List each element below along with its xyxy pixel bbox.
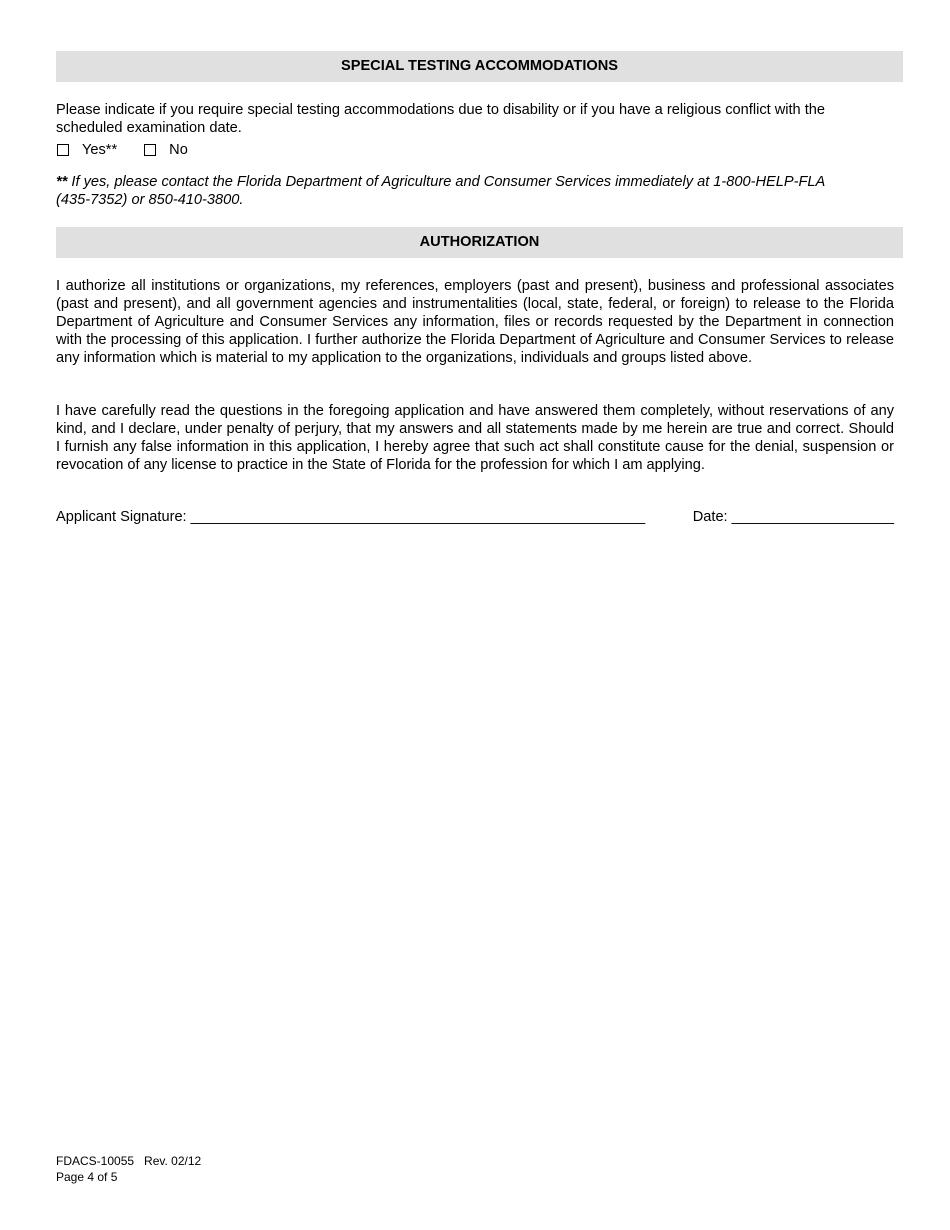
no-checkbox[interactable] [144,144,156,156]
no-label: No [169,142,188,158]
authorization-header: AUTHORIZATION [56,227,903,258]
authorization-paragraph-1: I authorize all institutions or organizations, my references, employers (past and present), business and professional associates (past and present), and all government agencies and instrumentalities (local, state, federal, or foreign) to release to the Florida Department of Agriculture and Consumer Services any information, files or records requested by the Department in connection with the processing of this application. I further authorize the Florida Department of Agriculture and Consumer Services to release any information which is material to my application to the organizations, individuals and groups listed above. [56,278,894,366]
note-stars: ** [56,174,68,190]
special-testing-header: SPECIAL TESTING ACCOMMODATIONS [56,51,903,82]
yes-label: Yes** [82,142,118,158]
yes-option[interactable] [57,142,117,158]
yes-checkbox[interactable] [57,144,69,156]
special-testing-prompt: Please indicate if you require special testing accommodations due to disability or if you have a religious conflict with the scheduled examination date. [56,102,826,136]
accommodation-options [57,140,188,160]
applicant-signature-line[interactable]: Applicant Signature: ________________________________________________________ [56,509,646,525]
page-number: Page 4 of 5 [56,1169,118,1184]
form-identifier [56,1154,201,1170]
contact-note [56,173,856,209]
authorization-paragraph-2: I have carefully read the questions in the foregoing application and have answered them completely, without reservations of any kind, and I declare, under penalty of perjury, that my answers and all statements made by me herein are true and correct. Should I furnish any false information in this application, I hereby agree that such act shall constitute cause for the denial, suspension or revocation of any license to practice in the State of Florida for the profession for which I am applying. [56,403,894,473]
form-footer [56,1154,201,1185]
form-revision: Rev. 02/12 [144,1154,202,1168]
signature-row [56,508,894,528]
date-line[interactable]: Date: ____________________ [692,509,894,525]
note-text: If yes, please contact the Florida Department of Agriculture and Consumer Services immediately at 1-800-HELP-FLA (435-7352) or 850-410-3800. [56,174,825,208]
no-option[interactable] [144,142,188,158]
form-id: FDACS-10055 [56,1154,135,1168]
